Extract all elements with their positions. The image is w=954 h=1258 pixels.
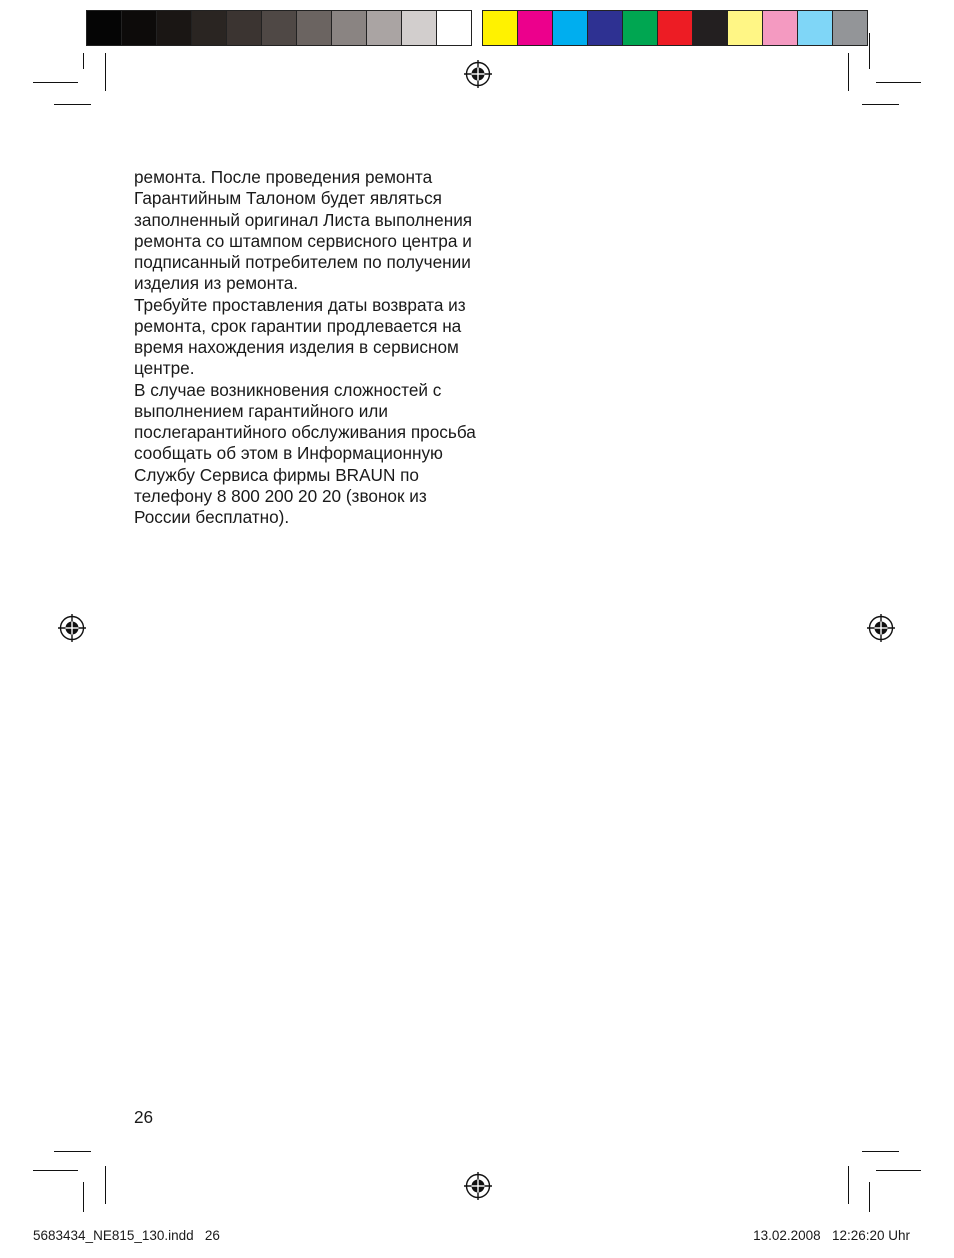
registration-mark-icon	[57, 613, 87, 643]
process-color-swatch	[623, 11, 658, 45]
process-color-swatch	[833, 11, 867, 45]
body-text	[134, 167, 479, 528]
grayscale-swatch	[297, 11, 332, 45]
slug-timestamp: 13.02.2008 12:26:20 Uhr	[753, 1228, 910, 1243]
paragraph: ремонта. После проведения ремонта Гарантийным Талоном будет являться заполненный оригинал Листа выполнения ремонта со штампом сервисного центра и подписанный потребителем по получении изделия из ремонта.	[134, 167, 473, 294]
process-color-swatch	[553, 11, 588, 45]
registration-mark-icon	[463, 1171, 493, 1201]
grayscale-swatch	[227, 11, 262, 45]
registration-mark-icon	[463, 59, 493, 89]
registration-mark-icon	[866, 613, 896, 643]
paragraph: В случае возникновения сложностей с выполнением гарантийного или послегарантийного обслуживания просьба сообщать об этом в Информационную Службу Сервиса фирмы BRAUN по телефону 8 800 200 20 20 (звонок из России бесплатно).	[134, 379, 476, 527]
process-color-swatch	[588, 11, 623, 45]
grayscale-swatch	[437, 11, 471, 45]
grayscale-swatch	[157, 11, 192, 45]
grayscale-swatch	[332, 11, 367, 45]
process-color-swatch	[728, 11, 763, 45]
grayscale-swatch	[402, 11, 437, 45]
paragraph: Требуйте проставления даты возврата из ремонта, срок гарантии продлевается на время нахождения изделия в сервисном центре.	[134, 294, 466, 379]
process-color-swatch	[518, 11, 553, 45]
grayscale-swatch	[262, 11, 297, 45]
slug-filename: 5683434_NE815_130.indd 26	[33, 1228, 220, 1243]
process-color-swatch	[798, 11, 833, 45]
process-color-swatch	[658, 11, 693, 45]
grayscale-color-bar	[86, 10, 472, 46]
grayscale-swatch	[87, 11, 122, 45]
page-number: 26	[134, 1107, 154, 1127]
grayscale-swatch	[192, 11, 227, 45]
grayscale-swatch	[122, 11, 157, 45]
process-color-bar	[482, 10, 868, 46]
grayscale-swatch	[367, 11, 402, 45]
process-color-swatch	[763, 11, 798, 45]
process-color-swatch	[483, 11, 518, 45]
process-color-swatch	[693, 11, 728, 45]
